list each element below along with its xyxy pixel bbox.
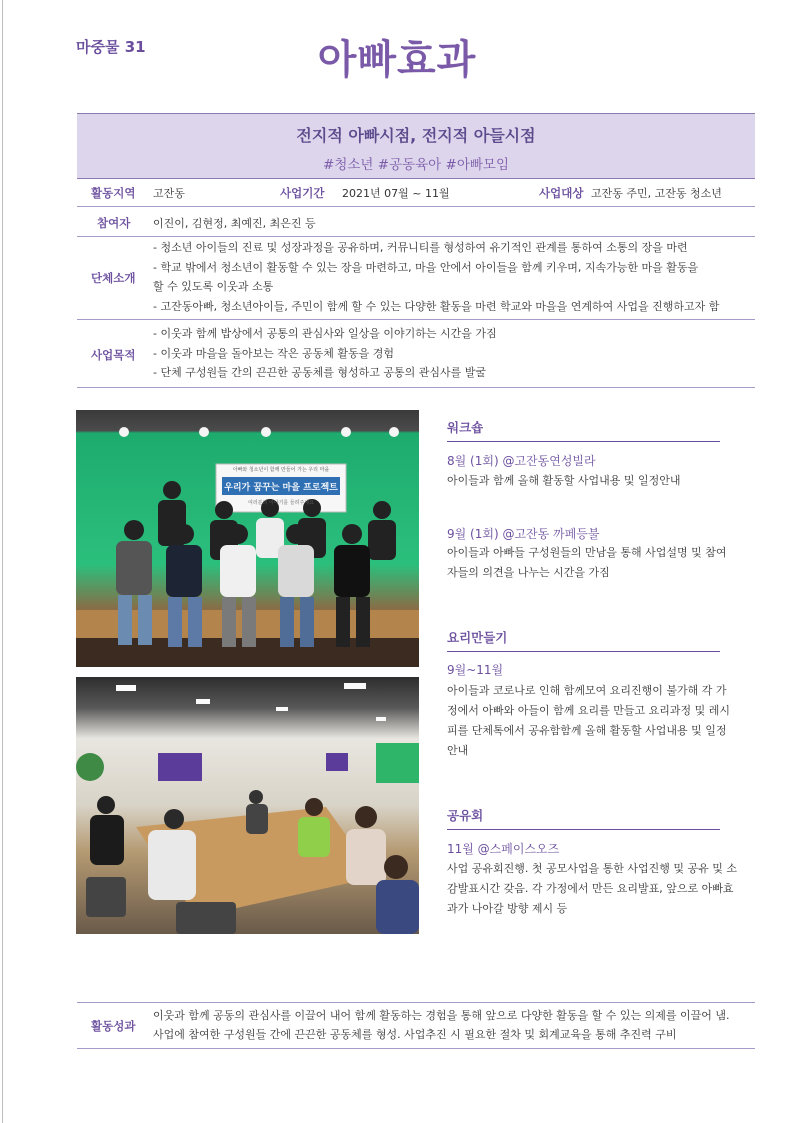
participants-row — [77, 207, 755, 237]
intro-line: - 학교 밖에서 청소년이 활동할 수 있는 장을 마련하고, 마을 안에서 아이들을 함께 키우며, 지속가능한 마을 활동을 — [153, 260, 699, 274]
period-value: 2021년 07월 ~ 11월 — [342, 187, 450, 200]
banner-small-text: 아빠와 청소년이 함께 만들어 가는 우리 마을 — [232, 467, 330, 473]
cooking-text: 아이들과 코로나로 인해 함께모여 요리진행이 불가해 각 가정에서 아빠와 아들이 함께 요리를 만들고 요리과정 및 레시피를 단체톡에서 공유함함께 올해 활동할 사업내용 및 일정안내 — [447, 684, 730, 757]
info-row — [77, 177, 755, 207]
page-left-border — [2, 0, 3, 1123]
meeting-photo — [76, 677, 419, 934]
project-header — [77, 113, 755, 179]
intro-line: - 고잔동아빠, 청소년아이들, 주민이 함께 할 수 있는 다양한 활동을 마련 학교와 마을을 연계하여 사업을 진행하고자 함 — [153, 299, 720, 313]
intro-line: - 청소년 아이들의 진료 및 성장과정을 공유하며, 커뮤니티를 형성하여 유기적인 관계를 통하여 소통의 장을 마련 — [153, 241, 688, 254]
outcome-label: 활동성과 — [91, 1019, 136, 1033]
outcome-text — [153, 1006, 729, 1044]
intro-list — [153, 238, 719, 316]
banner-main-text: 우리가 꿈꾸는 마을 프로젝트 — [224, 483, 338, 493]
intro-line: 할 수 있도록 이웃과 소통 — [153, 280, 274, 293]
workshop-date-1: 8월 (1회) @고잔동연성빌라 — [447, 454, 596, 468]
area-value: 고잔동 — [153, 187, 185, 200]
cooking-heading: 요리만들기 — [447, 630, 508, 645]
purpose-line: - 이웃과 함께 밥상에서 공통의 관심사와 일상을 이야기하는 시간을 가짐 — [153, 327, 497, 340]
group-photo-illustration — [76, 410, 419, 667]
workshop-date-2: 9월 (1회) @고잔동 까페등불 — [447, 527, 600, 541]
group-photo — [76, 410, 419, 667]
sharing-date: 11월 @스페이스오즈 — [447, 842, 560, 856]
workshop-text-1: 아이들과 함께 올해 활동할 사업내용 및 일정안내 — [447, 474, 681, 487]
sharing-heading: 공유회 — [447, 808, 484, 823]
cooking-date: 9월~11월 — [447, 663, 504, 677]
purpose-line: - 이웃과 마을을 돌아보는 작은 공동체 활동을 경험 — [153, 346, 394, 360]
banner-sub-text: 여러분의 이야기를 들려주세요 — [248, 500, 314, 506]
outcome-line: 사업에 참여한 구성원들 간에 끈끈한 공동체를 형성. 사업추진 시 필요한 절차 및 회계교육을 통해 추진력 구비 — [153, 1028, 677, 1041]
sharing-text: 사업 공유회진행. 첫 공모사업을 통한 사업진행 및 공유 및 소감발표시간 갖음. 각 가정에서 만든 요리발표, 앞으로 아빠효과가 나아갈 방향 제시 등 — [447, 862, 737, 915]
meeting-photo-illustration — [76, 677, 419, 934]
intro-label: 단체소개 — [91, 271, 136, 285]
purpose-row — [77, 320, 755, 388]
workshop-heading: 워크숍 — [447, 420, 484, 435]
project-hashtags: #청소년 #공동육아 #아빠모임 — [323, 157, 509, 173]
sharing-divider — [447, 829, 720, 830]
target-value: 고잔동 주민, 고잔동 청소년 — [591, 187, 722, 200]
page-title: 아빠효과 — [317, 37, 477, 83]
cooking-divider — [447, 651, 720, 652]
outcome-line: 이웃과 함께 공동의 관심사를 이끌어 내어 함께 활동하는 경험을 통해 앞으로 다양한 활동을 할 수 있는 의제를 이끌어 냄. — [153, 1009, 730, 1022]
purpose-label: 사업목적 — [91, 348, 136, 362]
purpose-line: - 단체 구성원들 간의 끈끈한 공동체를 형성하고 공통의 관심사를 발굴 — [153, 366, 486, 379]
area-label: 활동지역 — [91, 186, 136, 200]
document-code: 마중물 31 — [76, 38, 146, 56]
purpose-list — [153, 324, 497, 383]
workshop-text-2: 아이들과 아빠들 구성원들의 만남을 통해 사업설명 및 참여자들의 의견을 나누는 시간을 가짐 — [447, 546, 727, 579]
outcome-row — [77, 1002, 755, 1049]
workshop-divider — [447, 441, 720, 442]
period-label: 사업기간 — [280, 186, 325, 200]
target-label: 사업대상 — [539, 186, 584, 200]
participants-label: 참여자 — [97, 216, 131, 230]
intro-row — [77, 237, 755, 320]
project-subtitle: 전지적 아빠시점, 전지적 아들시점 — [296, 126, 536, 145]
presentation-screen — [158, 753, 202, 781]
participants-value: 이진이, 김현정, 최예진, 최은진 등 — [153, 217, 316, 230]
